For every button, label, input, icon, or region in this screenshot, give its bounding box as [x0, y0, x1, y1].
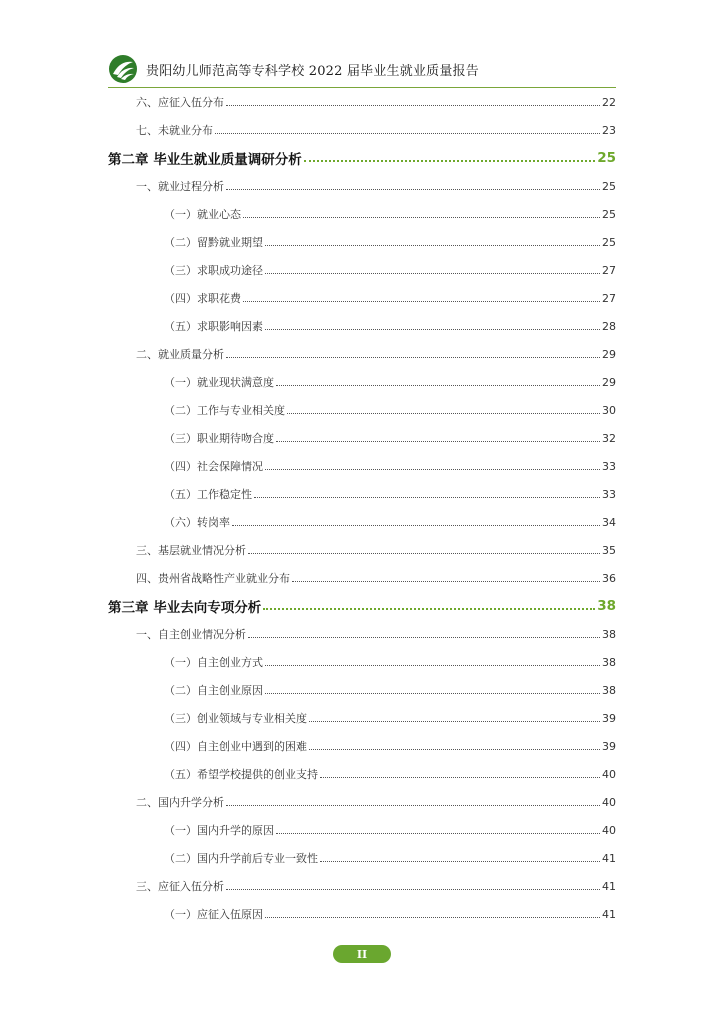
- toc-page-number: 33: [602, 487, 616, 501]
- toc-entry[interactable]: [108, 763, 616, 785]
- toc-leader-dots: [265, 917, 600, 918]
- toc-page-number: 38: [597, 598, 616, 614]
- toc-entry[interactable]: [108, 91, 616, 113]
- toc-entry[interactable]: [108, 483, 616, 505]
- toc-leader-dots: [265, 665, 600, 666]
- toc-entry-title: （一）就业心态: [164, 208, 241, 221]
- toc-entry-title: （五）工作稳定性: [164, 488, 252, 501]
- toc-leader-dots: [265, 245, 600, 246]
- toc-page-number: 38: [602, 627, 616, 641]
- header-title: 贵阳幼儿师范高等专科学校 2022 届毕业生就业质量报告: [146, 63, 479, 79]
- toc-leader-dots: [248, 553, 600, 554]
- toc-entry[interactable]: [108, 707, 616, 729]
- toc-entry[interactable]: [108, 259, 616, 281]
- toc-entry[interactable]: [108, 735, 616, 757]
- toc-entry[interactable]: [108, 791, 616, 813]
- toc-leader-dots: [254, 497, 600, 498]
- toc-entry-title: （二）自主创业原因: [164, 684, 263, 697]
- toc-leader-dots: [215, 133, 600, 134]
- toc-entry[interactable]: [108, 651, 616, 673]
- toc-entry-title: 一、就业过程分析: [136, 180, 224, 193]
- toc-leader-dots: [248, 637, 600, 638]
- toc-leader-dots: [226, 105, 600, 106]
- toc-entry[interactable]: [108, 231, 616, 253]
- toc-leader-dots: [243, 217, 600, 218]
- toc-leader-dots: [226, 889, 600, 890]
- toc-leader-dots: [232, 525, 600, 526]
- toc-entry-title: 第二章 毕业生就业质量调研分析: [108, 152, 302, 168]
- toc-page-number: 33: [602, 459, 616, 473]
- toc-entry-title: （一）应征入伍原因: [164, 908, 263, 921]
- toc-page-number: 25: [602, 207, 616, 221]
- toc-page-number: 36: [602, 571, 616, 585]
- toc-page-number: 41: [602, 907, 616, 921]
- toc-entry-title: （二）工作与专业相关度: [164, 404, 285, 417]
- toc-page-number: 29: [602, 347, 616, 361]
- toc-entry-title: 第三章 毕业去向专项分析: [108, 600, 262, 616]
- toc-leader-dots: [243, 301, 600, 302]
- toc-leader-dots: [265, 469, 600, 470]
- toc-leader-dots: [287, 413, 600, 414]
- toc-entry[interactable]: [108, 819, 616, 841]
- toc-leader-dots: [320, 777, 600, 778]
- toc-entry-title: （四）自主创业中遇到的困难: [164, 740, 307, 753]
- toc-page-number: 40: [602, 795, 616, 809]
- toc-leader-dots: [276, 385, 600, 386]
- toc-entry-title: （一）自主创业方式: [164, 656, 263, 669]
- toc-page-number: 38: [602, 655, 616, 669]
- toc-page-number: 27: [602, 263, 616, 277]
- toc-entry[interactable]: [108, 399, 616, 421]
- toc-page-number: 38: [602, 683, 616, 697]
- page-number-badge: II: [333, 945, 391, 963]
- toc-entry[interactable]: [108, 847, 616, 869]
- toc-leader-dots: [309, 721, 600, 722]
- toc-page-number: 32: [602, 431, 616, 445]
- toc-chapter-entry[interactable]: [108, 147, 616, 169]
- toc-entry[interactable]: [108, 903, 616, 925]
- toc-page-number: 27: [602, 291, 616, 305]
- toc-page-number: 34: [602, 515, 616, 529]
- toc-entry[interactable]: [108, 343, 616, 365]
- toc-leader-dots: [276, 441, 600, 442]
- toc-entry-title: （一）就业现状满意度: [164, 376, 274, 389]
- toc-entry-title: 一、自主创业情况分析: [136, 628, 246, 641]
- toc-page-number: 41: [602, 879, 616, 893]
- header-divider: [108, 87, 616, 88]
- toc-entry-title: （四）社会保障情况: [164, 460, 263, 473]
- toc-entry-title: （五）求职影响因素: [164, 320, 263, 333]
- toc-entry[interactable]: [108, 315, 616, 337]
- toc-leader-dots: [226, 805, 600, 806]
- toc-page-number: 28: [602, 319, 616, 333]
- toc-entry[interactable]: [108, 119, 616, 141]
- toc-leader-dots: [320, 861, 600, 862]
- toc-entry-title: 二、国内升学分析: [136, 796, 224, 809]
- toc-entry-title: （二）留黔就业期望: [164, 236, 263, 249]
- toc-page-number: 30: [602, 403, 616, 417]
- toc-entry[interactable]: [108, 511, 616, 533]
- toc-page-number: 35: [602, 543, 616, 557]
- toc-entry[interactable]: [108, 567, 616, 589]
- toc-entry[interactable]: [108, 203, 616, 225]
- toc-chapter-entry[interactable]: [108, 595, 616, 617]
- toc-leader-dots: [265, 273, 600, 274]
- toc-leader-dots: [265, 693, 600, 694]
- toc-entry-title: （二）国内升学前后专业一致性: [164, 852, 318, 865]
- toc-entry[interactable]: [108, 623, 616, 645]
- toc-entry[interactable]: [108, 287, 616, 309]
- toc-entry-title: 二、就业质量分析: [136, 348, 224, 361]
- toc-leader-dots: [226, 189, 600, 190]
- toc-entry-title: （三）创业领域与专业相关度: [164, 712, 307, 725]
- toc-entry-title: （四）求职花费: [164, 292, 241, 305]
- toc-entry-title: （三）求职成功途径: [164, 264, 263, 277]
- toc-page-number: 39: [602, 711, 616, 725]
- toc-page-number: 39: [602, 739, 616, 753]
- toc-leader-dots: [309, 749, 600, 750]
- toc-page-number: 40: [602, 767, 616, 781]
- toc-entry-title: 六、应征入伍分布: [136, 96, 224, 109]
- toc-entry-title: （六）转岗率: [164, 516, 230, 529]
- toc-entry-title: 三、基层就业情况分析: [136, 544, 246, 557]
- toc-entry[interactable]: [108, 875, 616, 897]
- toc-entry-title: 三、应征入伍分析: [136, 880, 224, 893]
- toc-entry[interactable]: [108, 175, 616, 197]
- toc-entry-title: （一）国内升学的原因: [164, 824, 274, 837]
- toc-entry[interactable]: [108, 679, 616, 701]
- toc-page-number: 25: [597, 150, 616, 166]
- toc-entry-title: （三）职业期待吻合度: [164, 432, 274, 445]
- toc-page-number: 25: [602, 179, 616, 193]
- toc-entry-title: 七、未就业分布: [136, 124, 213, 137]
- toc-leader-dots: [292, 581, 600, 582]
- toc-entry[interactable]: [108, 455, 616, 477]
- toc-leader-dots: [304, 160, 596, 162]
- toc-entry[interactable]: [108, 427, 616, 449]
- toc-leader-dots: [265, 329, 600, 330]
- school-logo-icon: [108, 54, 138, 84]
- toc-leader-dots: [226, 357, 600, 358]
- toc-page-number: 41: [602, 851, 616, 865]
- toc-leader-dots: [276, 833, 600, 834]
- page-header: [108, 52, 618, 86]
- toc-entry-title: （五）希望学校提供的创业支持: [164, 768, 318, 781]
- toc-entry[interactable]: [108, 371, 616, 393]
- toc-page-number: 29: [602, 375, 616, 389]
- toc-page-number: 23: [602, 123, 616, 137]
- toc-leader-dots: [263, 608, 595, 610]
- toc-page-number: 22: [602, 95, 616, 109]
- toc-page-number: 25: [602, 235, 616, 249]
- toc-page-number: 40: [602, 823, 616, 837]
- toc-entry[interactable]: [108, 539, 616, 561]
- toc-entry-title: 四、贵州省战略性产业就业分布: [136, 572, 290, 585]
